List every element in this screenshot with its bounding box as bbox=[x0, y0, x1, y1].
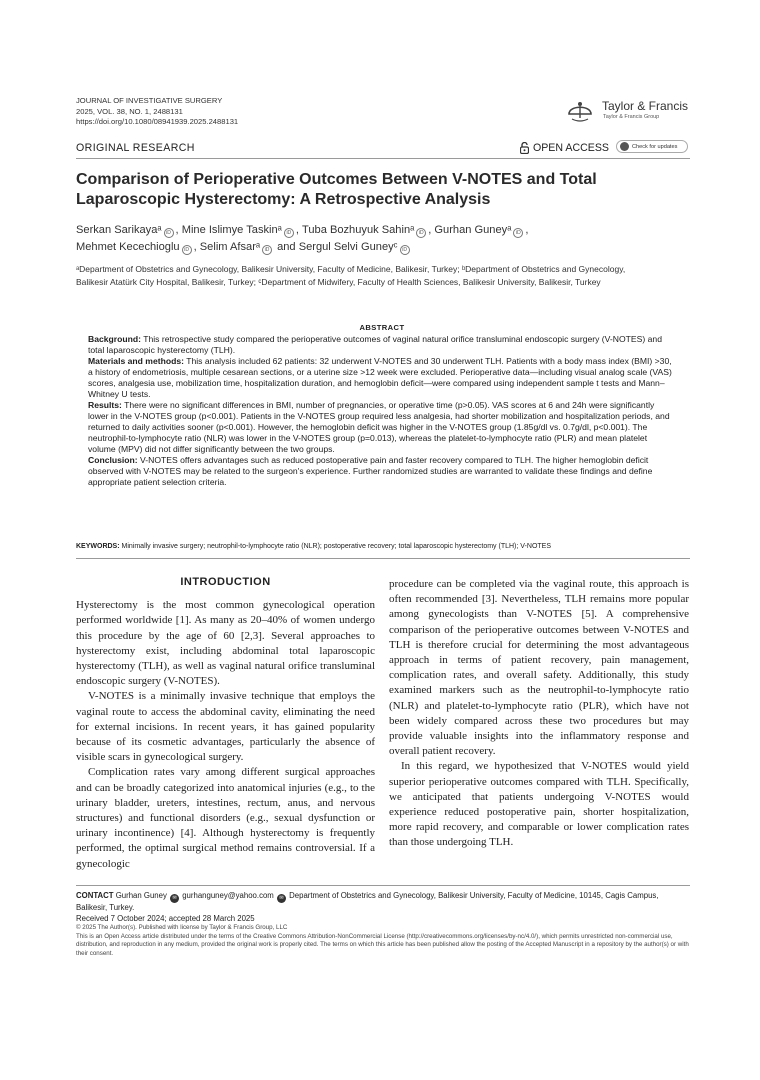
contact-email-link[interactable]: gurhanguney@yahoo.com bbox=[182, 891, 274, 900]
body-paragraph: In this regard, we hypothesized that V-NOTES would yield superior perioperative outcomes compared with TLH. Specifically, we anticipated that patients undergoing V-NOTES would experience reduced postoperative pain, shorter hospitalization, more rapid recovery, and comparable or lower complication rates than those undergoing TLH. bbox=[389, 760, 689, 849]
author-name: Serkan Sarikayaᵃ iD , bbox=[76, 224, 182, 236]
keywords-text: Minimally invasive surgery; neutrophil-to-lymphocyte ratio (NLR); postoperative recovery; total laparoscopic hysterectomy (TLH); V-NOTES bbox=[121, 543, 552, 550]
footer-divider bbox=[76, 885, 690, 886]
author-name: Tuba Bozhuyuk Sahinᵃ iD , bbox=[301, 224, 435, 236]
author-name: Sergul Selvi Guneyᶜ iD bbox=[299, 241, 412, 253]
abstract-results: Results: There were no significant differences in BMI, number of pregnancies, or operative time (p>0.05). VAS scores at 6 and 24h were significantly lower in the V-NOTES group (p<0.001). Patients in the V-NOTES group required less analgesia, had shorter mobilization and hospitalization periods, and returned to daily activities sooner (p<0.001). However, the hemoglobin deficit was higher in the V-NOTES group (1.85g/dl vs. 0.7g/dl, p<0.001). The neutrophil-to-lymphocyte ratio (NLR) was lower in the V-NOTES group (p=0.013), whereas the platelet-to-lymphocyte ratio (PLR) and mean platelet volume (MPV) did not differ significantly between the two groups. bbox=[88, 400, 670, 454]
body-paragraph: procedure can be completed via the vaginal route, this approach is often recommended [3]. Nevertheless, TLH remains more popular among gynecologists than V-NOTES [5]. A comprehensive comparison of the perioperative outcomes between V-NOTES and TLH is therefore crucial for determining the most advantageous approach in terms of patient recovery, pain management, complication rates, and overall safety. Additionally, this study examined markers such as the neutrophil-to-lymphocyte ratio (NLR) and platelet-to-lymphocyte ratio (PLR), which have not been widely compared across these two procedures but may provide valuable insights into the inflammatory response and overall patient recovery. bbox=[389, 578, 689, 758]
check-for-updates-button[interactable] bbox=[616, 140, 688, 153]
publisher-name: Taylor & Francis bbox=[602, 99, 689, 113]
journal-doi-link[interactable]: https://doi.org/10.1080/08941939.2025.2488131 bbox=[76, 117, 239, 126]
open-access-label: OPEN ACCESS bbox=[533, 142, 609, 154]
orcid-icon[interactable]: iD bbox=[182, 245, 192, 255]
orcid-icon[interactable]: iD bbox=[416, 228, 426, 238]
abstract-methods: Materials and methods: This analysis included 62 patients: 32 underwent V-NOTES and 30 underwent TLH. Patients with a body mass index (BMI) >30, a history of endometriosis, multiple cesarean sections, or a uterine size >12 week were excluded. Perioperative data—including visual analog scale (VAS) scores, analgesia use, mobilization time, hospitalization duration, and hemoglobin deficit—were compared using independent sample t tests and Mann–Whitney U tests. bbox=[88, 356, 672, 399]
journal-name: JOURNAL OF INVESTIGATIVE SURGERY bbox=[76, 96, 223, 105]
contact-address: Department of Obstetrics and Gynecology, Balikesir University, Faculty of Medicine, 10145, Cagis Campus, Balikesir, Turkey. bbox=[76, 891, 659, 912]
body-paragraph: V-NOTES is a minimally invasive technique that employs the vaginal route to access the abdominal cavity, eliminating the need for external incisions. In recent years, it has gained popularity because of its cosmetic advantages, particularly the absence of visible scars in gynecological surgery. bbox=[76, 690, 375, 764]
abstract bbox=[88, 322, 676, 488]
body-column-right bbox=[389, 577, 689, 851]
body-paragraph: Hysterectomy is the most common gynecological operation performed worldwide [1]. As many as 20–40% of women undergo this procedure by the age of 60 [2,3]. Several approaches to hysterectomy exist, including abdominal total laparoscopic hysterectomy (TLH), as well as vaginal natural orifice transluminal endoscopic surgery (V-NOTES). bbox=[76, 599, 375, 688]
article-title: Comparison of Perioperative Outcomes Between V-NOTES and Total Laparoscopic Hysterectomy: A Retrospective Analysis bbox=[76, 171, 597, 208]
author-name: Mehmet Kecechioglu iD , bbox=[76, 241, 200, 253]
journal-volume: 2025, VOL. 38, NO. 1, 2488131 bbox=[76, 106, 183, 116]
section-heading-introduction: INTRODUCTION bbox=[180, 576, 271, 588]
author-list bbox=[76, 222, 636, 256]
affiliations: ᵃDepartment of Obstetrics and Gynecology, Balikesir University, Faculty of Medicine, Balikesir, Turkey; ᵇDepartment of Obstetrics and Gynecology, Balikesir Atatürk City Hospital, Balikesir, Turkey; ᶜDepartment of Midwifery, Faculty of Health Sciences, Balikesir University, Balikesir, Turkey bbox=[76, 264, 626, 287]
publisher-brand[interactable] bbox=[566, 96, 716, 126]
orcid-icon[interactable]: iD bbox=[164, 228, 174, 238]
mail-icon: ✉ bbox=[170, 894, 179, 903]
check-updates-icon bbox=[620, 142, 629, 151]
check-updates-label: Check for updates bbox=[632, 143, 678, 150]
body-paragraph: Complication rates vary among different surgical approaches and can be broadly categorized into anatomical injuries (e.g., to the urinary bladder, ureters, intestines, rectum, anus, and nervous structures) and functional disorders (e.g., sexual dysfunction or urinary incontinence) [4]. Although hysterectomy is frequently performed, the optimal surgical method remains controversial. If a gynecologic bbox=[76, 766, 375, 870]
abstract-background: Background: This retrospective study compared the perioperative outcomes of vaginal natural orifice transluminal endoscopic surgery (V-NOTES) and total laparoscopic hysterectomy (TLH). bbox=[88, 334, 662, 355]
copyright-line: © 2025 The Author(s). Published with license by Taylor & Francis Group, LLC bbox=[76, 924, 288, 931]
open-lock-icon bbox=[520, 142, 529, 154]
license-info bbox=[76, 924, 690, 958]
article-type: ORIGINAL RESEARCH bbox=[76, 142, 195, 154]
orcid-icon[interactable]: iD bbox=[262, 245, 272, 255]
license-text: This is an Open Access article distributed under the terms of the Creative Commons Attribution-NonCommercial License (http://creativecommons.org/licenses/by-nc/4.0/), which permits unrestricted non-commercial use, distribution, and reproduction in any medium, provided the original work is properly cited. The terms on which this article has been published allow the posting of the Accepted Manuscript in a repository by the author(s) or with their consent. bbox=[76, 932, 689, 957]
abstract-conclusion: Conclusion: V-NOTES offers advantages such as reduced postoperative pain and faster recovery compared to TLH. The higher hemoglobin deficit observed with V-NOTES may be related to the surgeon's experience. Further randomized studies are warranted to validate these findings and define appropriate patient selection criteria. bbox=[88, 455, 653, 487]
orcid-icon[interactable]: iD bbox=[400, 245, 410, 255]
header-divider bbox=[76, 158, 690, 159]
journal-info bbox=[76, 96, 376, 128]
mail-icon: ✉ bbox=[277, 894, 286, 903]
abstract-heading: ABSTRACT bbox=[359, 323, 405, 332]
taylor-francis-logo-icon bbox=[566, 98, 594, 124]
keywords-divider bbox=[76, 558, 690, 559]
keywords-label: KEYWORDS: bbox=[76, 543, 120, 550]
open-access-badge bbox=[520, 141, 609, 155]
orcid-icon[interactable]: iD bbox=[513, 228, 523, 238]
publisher-group: Taylor & Francis Group bbox=[603, 114, 660, 120]
body-column-left bbox=[76, 575, 375, 872]
received-dates: Received 7 October 2024; accepted 28 March 2025 bbox=[76, 914, 255, 923]
contact-label: CONTACT bbox=[76, 891, 114, 900]
author-name: Mine Islimye Taskinᵃ iD , bbox=[181, 224, 302, 236]
contact-name: Gurhan Guney bbox=[115, 891, 167, 900]
author-name: Selim Afsarᵃ iD and bbox=[199, 241, 299, 253]
contact-info bbox=[76, 891, 690, 914]
author-name: Gurhan Guneyᵃ iD , bbox=[434, 224, 529, 236]
keywords bbox=[76, 543, 676, 550]
orcid-icon[interactable]: iD bbox=[284, 228, 294, 238]
